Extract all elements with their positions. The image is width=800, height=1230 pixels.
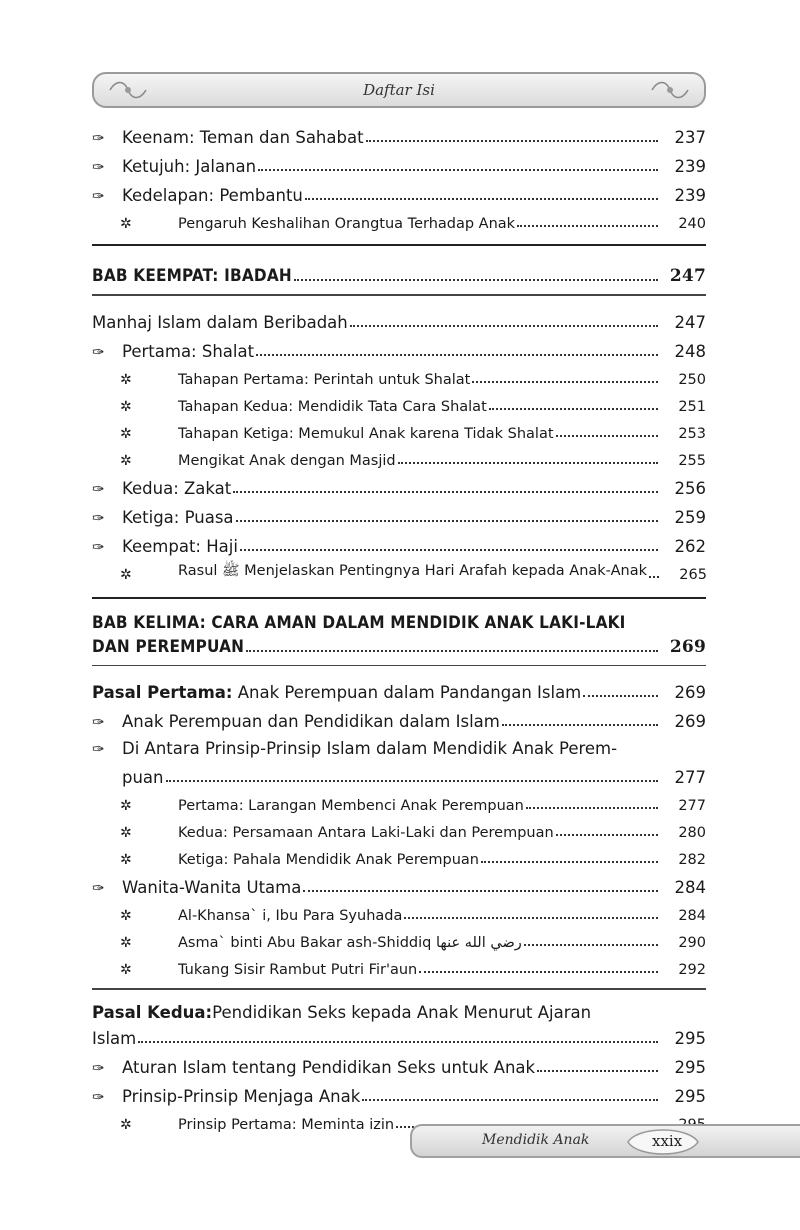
toc-entry[interactable]: ✑ Anak Perempuan dan Pendidikan dalam Islam 269 [92, 712, 706, 731]
dot-leader [256, 353, 658, 356]
toc-subentry[interactable]: ✲ Tukang Sisir Rambut Putri Fir'aun 292 [92, 951, 706, 978]
toc-entry-wrapped-line1[interactable]: ✑ Di Antara Prinsip-Prinsip Islam dalam Mendidik Anak Perem- [92, 739, 618, 758]
asterisk-bullet-icon: ✲ [120, 566, 132, 583]
asterisk-bullet-icon: ✲ [120, 962, 132, 978]
asterisk-bullet-icon: ✲ [120, 371, 132, 388]
toc-subentry[interactable]: ✲ Prinsip Pertama: Meminta izin [92, 1106, 706, 1133]
asterisk-bullet-icon: ✲ [120, 852, 132, 868]
dot-leader [398, 461, 658, 464]
quill-bullet-icon: ✑ [92, 879, 105, 897]
dot-leader [537, 1069, 658, 1072]
chapter-heading-line2[interactable]: DAN PEREMPUAN 269 [92, 636, 706, 657]
dot-leader [138, 1040, 658, 1043]
quill-bullet-icon: ✑ [92, 342, 105, 361]
dot-leader [556, 434, 658, 437]
quill-bullet-icon: ✑ [92, 508, 105, 527]
dot-leader [246, 649, 658, 652]
toc-entry[interactable]: ✑ Aturan Islam tentang Pendidikan Seks untuk Anak 295 [92, 1057, 706, 1077]
toc-subentry[interactable]: ✲ Al-Khansa` i, Ibu Para Syuhada 284 [92, 897, 706, 924]
divider [92, 244, 706, 246]
dot-leader [481, 860, 658, 863]
toc-subentry[interactable]: ✲ Tahapan Pertama: Perintah untuk Shalat 250 [92, 361, 706, 388]
toc-entry[interactable]: ✑ Wanita-Wanita Utama 284 [92, 878, 706, 897]
toc-subentry[interactable]: ✲ Tahapan Kedua: Mendidik Tata Cara Shalat 251 [92, 388, 706, 415]
header-title: Daftar Isi [363, 81, 435, 99]
asterisk-bullet-icon: ✲ [120, 216, 132, 232]
toc-subentry[interactable]: ✲ Asma` binti Abu Bakar ash-Shiddiq رضي الله عنها 290 [92, 924, 706, 951]
section-heading-line1[interactable]: Pasal Kedua: Pendidikan Seks kepada Anak Menurut Ajaran [92, 1002, 592, 1022]
quill-bullet-icon: ✑ [92, 1087, 105, 1106]
page-number: xxix [652, 1132, 683, 1150]
toc-entry[interactable]: ✑ Prinsip-Prinsip Menjaga Anak 295 [92, 1086, 706, 1106]
toc-subentry[interactable]: ✲ Pengaruh Keshalihan Orangtua Terhadap Anak 240 [92, 205, 706, 232]
toc-entry[interactable]: ✑ Ketujuh: Jalanan 239 [92, 157, 706, 176]
dot-leader [556, 833, 658, 836]
toc-subentry[interactable]: ✲ Tahapan Ketiga: Memukul Anak karena Tidak Shalat 253 [92, 415, 706, 442]
dot-leader [524, 943, 658, 946]
quill-bullet-icon: ✑ [92, 740, 105, 758]
asterisk-bullet-icon: ✲ [120, 452, 132, 469]
dot-leader [489, 407, 658, 410]
quill-bullet-icon: ✑ [92, 129, 105, 147]
toc-subentry[interactable]: ✲ Pertama: Larangan Membenci Anak Perempuan 277 [92, 787, 706, 814]
dot-leader [366, 139, 658, 142]
page-footer-banner [410, 1124, 800, 1158]
toc-entry[interactable]: ✑ Ketiga: Puasa 259 [92, 507, 706, 527]
dot-leader [166, 779, 659, 782]
section-heading-line2[interactable]: Islam 295 [92, 1028, 706, 1048]
dot-leader [419, 970, 658, 973]
asterisk-bullet-icon: ✲ [120, 908, 132, 924]
divider [92, 294, 706, 296]
dot-leader [294, 278, 658, 281]
toc-entry[interactable]: ✑ Kedelapan: Pembantu 239 [92, 186, 706, 205]
dot-leader [502, 723, 658, 726]
quill-bullet-icon: ✑ [92, 187, 105, 205]
section-heading[interactable]: Pasal Pertama: Anak Perempuan dalam Pandangan Islam 269 [92, 683, 706, 702]
quill-bullet-icon: ✑ [92, 158, 105, 176]
toc-subentry[interactable]: ✲ Kedua: Persamaan Antara Laki-Laki dan Perempuan 280 [92, 814, 706, 841]
toc-entry[interactable]: ✑ Kedua: Zakat 256 [92, 478, 706, 498]
chapter-header-banner [92, 72, 706, 108]
asterisk-bullet-icon: ✲ [120, 935, 132, 951]
quill-bullet-icon: ✑ [92, 713, 105, 731]
dot-leader [258, 168, 658, 171]
toc-entry-wrapped-line2[interactable]: puan 277 [122, 768, 706, 787]
dot-leader [305, 197, 658, 200]
asterisk-bullet-icon: ✲ [120, 1116, 132, 1133]
dot-leader [583, 694, 658, 697]
asterisk-bullet-icon: ✲ [120, 398, 132, 415]
divider [92, 665, 706, 667]
quill-bullet-icon: ✑ [92, 537, 105, 556]
divider [92, 597, 706, 599]
section-heading[interactable]: Manhaj Islam dalam Beribadah 247 [92, 312, 706, 332]
table-of-contents [92, 118, 706, 1133]
dot-leader [404, 916, 658, 919]
dot-leader [362, 1098, 658, 1101]
asterisk-bullet-icon: ✲ [120, 825, 132, 841]
asterisk-bullet-icon: ✲ [120, 798, 132, 814]
quill-bullet-icon: ✑ [92, 1058, 105, 1077]
quill-bullet-icon: ✑ [92, 479, 105, 498]
toc-entry[interactable]: ✑ Pertama: Shalat 248 [92, 341, 706, 361]
ornament-right-icon [650, 78, 690, 102]
asterisk-bullet-icon: ✲ [120, 425, 132, 442]
dot-leader [303, 889, 658, 892]
toc-entry[interactable]: ✑ Keenam: Teman dan Sahabat 237 [92, 128, 706, 147]
dot-leader [233, 490, 658, 493]
toc-subentry[interactable]: ✲ Mengikat Anak dengan Masjid 255 [92, 442, 706, 469]
toc-subentry[interactable]: ✲ Rasul ﷺ Menjelaskan Pentingnya Hari Arafah kepada Anak-Anak 265 [92, 556, 706, 583]
dot-leader [240, 548, 658, 551]
dot-leader [236, 519, 658, 522]
dot-leader [517, 224, 658, 227]
toc-entry[interactable]: ✑ Keempat: Haji 262 [92, 536, 706, 556]
book-title: Mendidik Anak [482, 1132, 590, 1148]
chapter-heading-line1[interactable]: BAB KELIMA: CARA AMAN DALAM MENDIDIK ANAK LAKI-LAKI [92, 612, 626, 633]
divider [92, 988, 706, 990]
toc-subentry[interactable]: ✲ Ketiga: Pahala Mendidik Anak Perempuan 282 [92, 841, 706, 868]
dot-leader [526, 806, 658, 809]
dot-leader [472, 380, 658, 383]
dot-leader [649, 575, 659, 578]
chapter-heading[interactable]: BAB KEEMPAT: IBADAH 247 [92, 266, 706, 286]
dot-leader [350, 324, 658, 327]
